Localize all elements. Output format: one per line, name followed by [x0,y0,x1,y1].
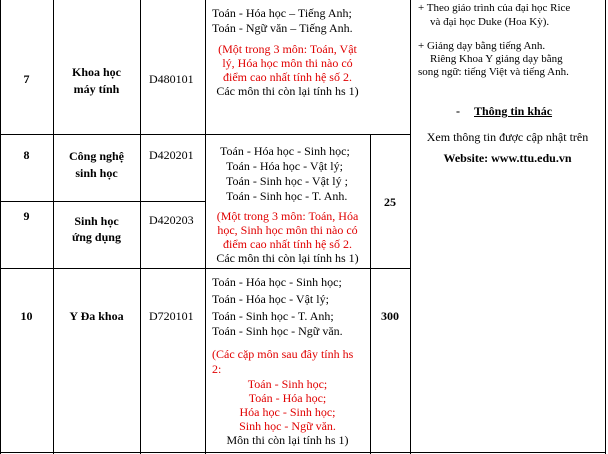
subject-group: Toán - Sinh học - Vật lý ; [226,174,348,188]
grid-line [0,134,410,135]
subject-group: Toán - Hóa học - Sinh học; [220,144,350,158]
program-note: + Giảng dạy bằng tiếng Anh. [418,40,546,52]
row-number: 10 [20,309,33,323]
subject-group: Toán - Hóa học - Vật lý; [226,159,343,173]
program-name: Y Đa khoa [69,309,124,323]
subject-group: Toán - Sinh học - Ngữ văn. [212,324,343,338]
coefficient-note: (Các cặp môn sau đây tính hs [212,347,354,361]
coefficient-note: (Một trong 3 môn: Toán, Vật [218,42,357,56]
row-number: 9 [23,209,30,223]
program-name: Công nghệ [68,149,124,163]
program-name: máy tính [73,82,120,96]
coefficient-rest: Môn thi còn lại tính hs 1) [226,433,349,447]
program-name: Sinh học [74,214,119,228]
grid-line [0,452,606,453]
grid-line [140,0,141,454]
program-note: và đại học Duke (Hoa Kỳ). [430,16,550,28]
subject-group: Toán - Ngữ văn – Tiếng Anh. [212,21,353,35]
coefficient-note: điểm cao nhất tính hệ số 2. [223,70,352,84]
row-number: 8 [23,148,30,162]
other-info-dash: - [456,104,460,118]
coefficient-note: học, Sinh học môn thi nào có [217,223,358,237]
program-note: Riêng Khoa Y giảng dạy bằng [430,53,563,65]
subject-group: Toán - Sinh học - T. Anh; [212,309,334,323]
program-name: ứng dụng [72,230,121,244]
program-name: Khoa học [71,65,121,79]
coefficient-note: lý, Hóa học môn thi nào có [222,56,353,70]
program-code: D420203 [149,213,194,227]
coefficient-note: 2: [212,362,222,376]
coefficient-rest: Các môn thi còn lại tính hs 1) [216,251,359,265]
program-code: D720101 [149,309,194,323]
grid-line [605,0,606,454]
coefficient-note: Toán - Hóa học; [248,391,327,405]
coefficient-note: (Một trong 3 môn: Toán, Hóa [216,209,359,223]
update-text: Xem thông tin được cập nhật trên [426,130,589,144]
other-info-title: Thông tin khác [474,104,553,118]
program-code: D480101 [149,72,194,86]
coefficient-note: Toán - Sinh học; [247,377,328,391]
subject-group: Toán - Sinh học - T. Anh. [226,189,348,203]
coefficient-note: điểm cao nhất tính hệ số 2. [223,237,352,251]
subject-group: Toán - Hóa học – Tiếng Anh; [212,6,352,20]
program-code: D420201 [149,148,194,162]
program-name: sinh học [75,166,118,180]
grid-line [0,0,1,454]
grid-line [370,134,371,454]
grid-line [0,268,410,269]
coefficient-note: Sinh học - Ngữ văn. [239,419,336,433]
subject-group: Toán - Hóa học - Sinh học; [212,275,342,289]
row-number: 7 [23,72,30,86]
coefficient-rest: Các môn thi còn lại tính hs 1) [216,84,359,98]
quota-value: 25 [384,195,396,209]
website-text: Website: www.ttu.edu.vn [443,151,572,165]
grid-line [0,201,205,202]
subject-group: Toán - Hóa học - Vật lý; [212,292,329,306]
coefficient-note: Hóa học - Sinh học; [239,405,336,419]
grid-line [410,0,411,454]
program-note: song ngữ: tiếng Việt và tiếng Anh. [418,66,569,78]
program-note: + Theo giáo trình của đại học Rice [418,2,571,14]
quota-value: 300 [381,309,399,323]
